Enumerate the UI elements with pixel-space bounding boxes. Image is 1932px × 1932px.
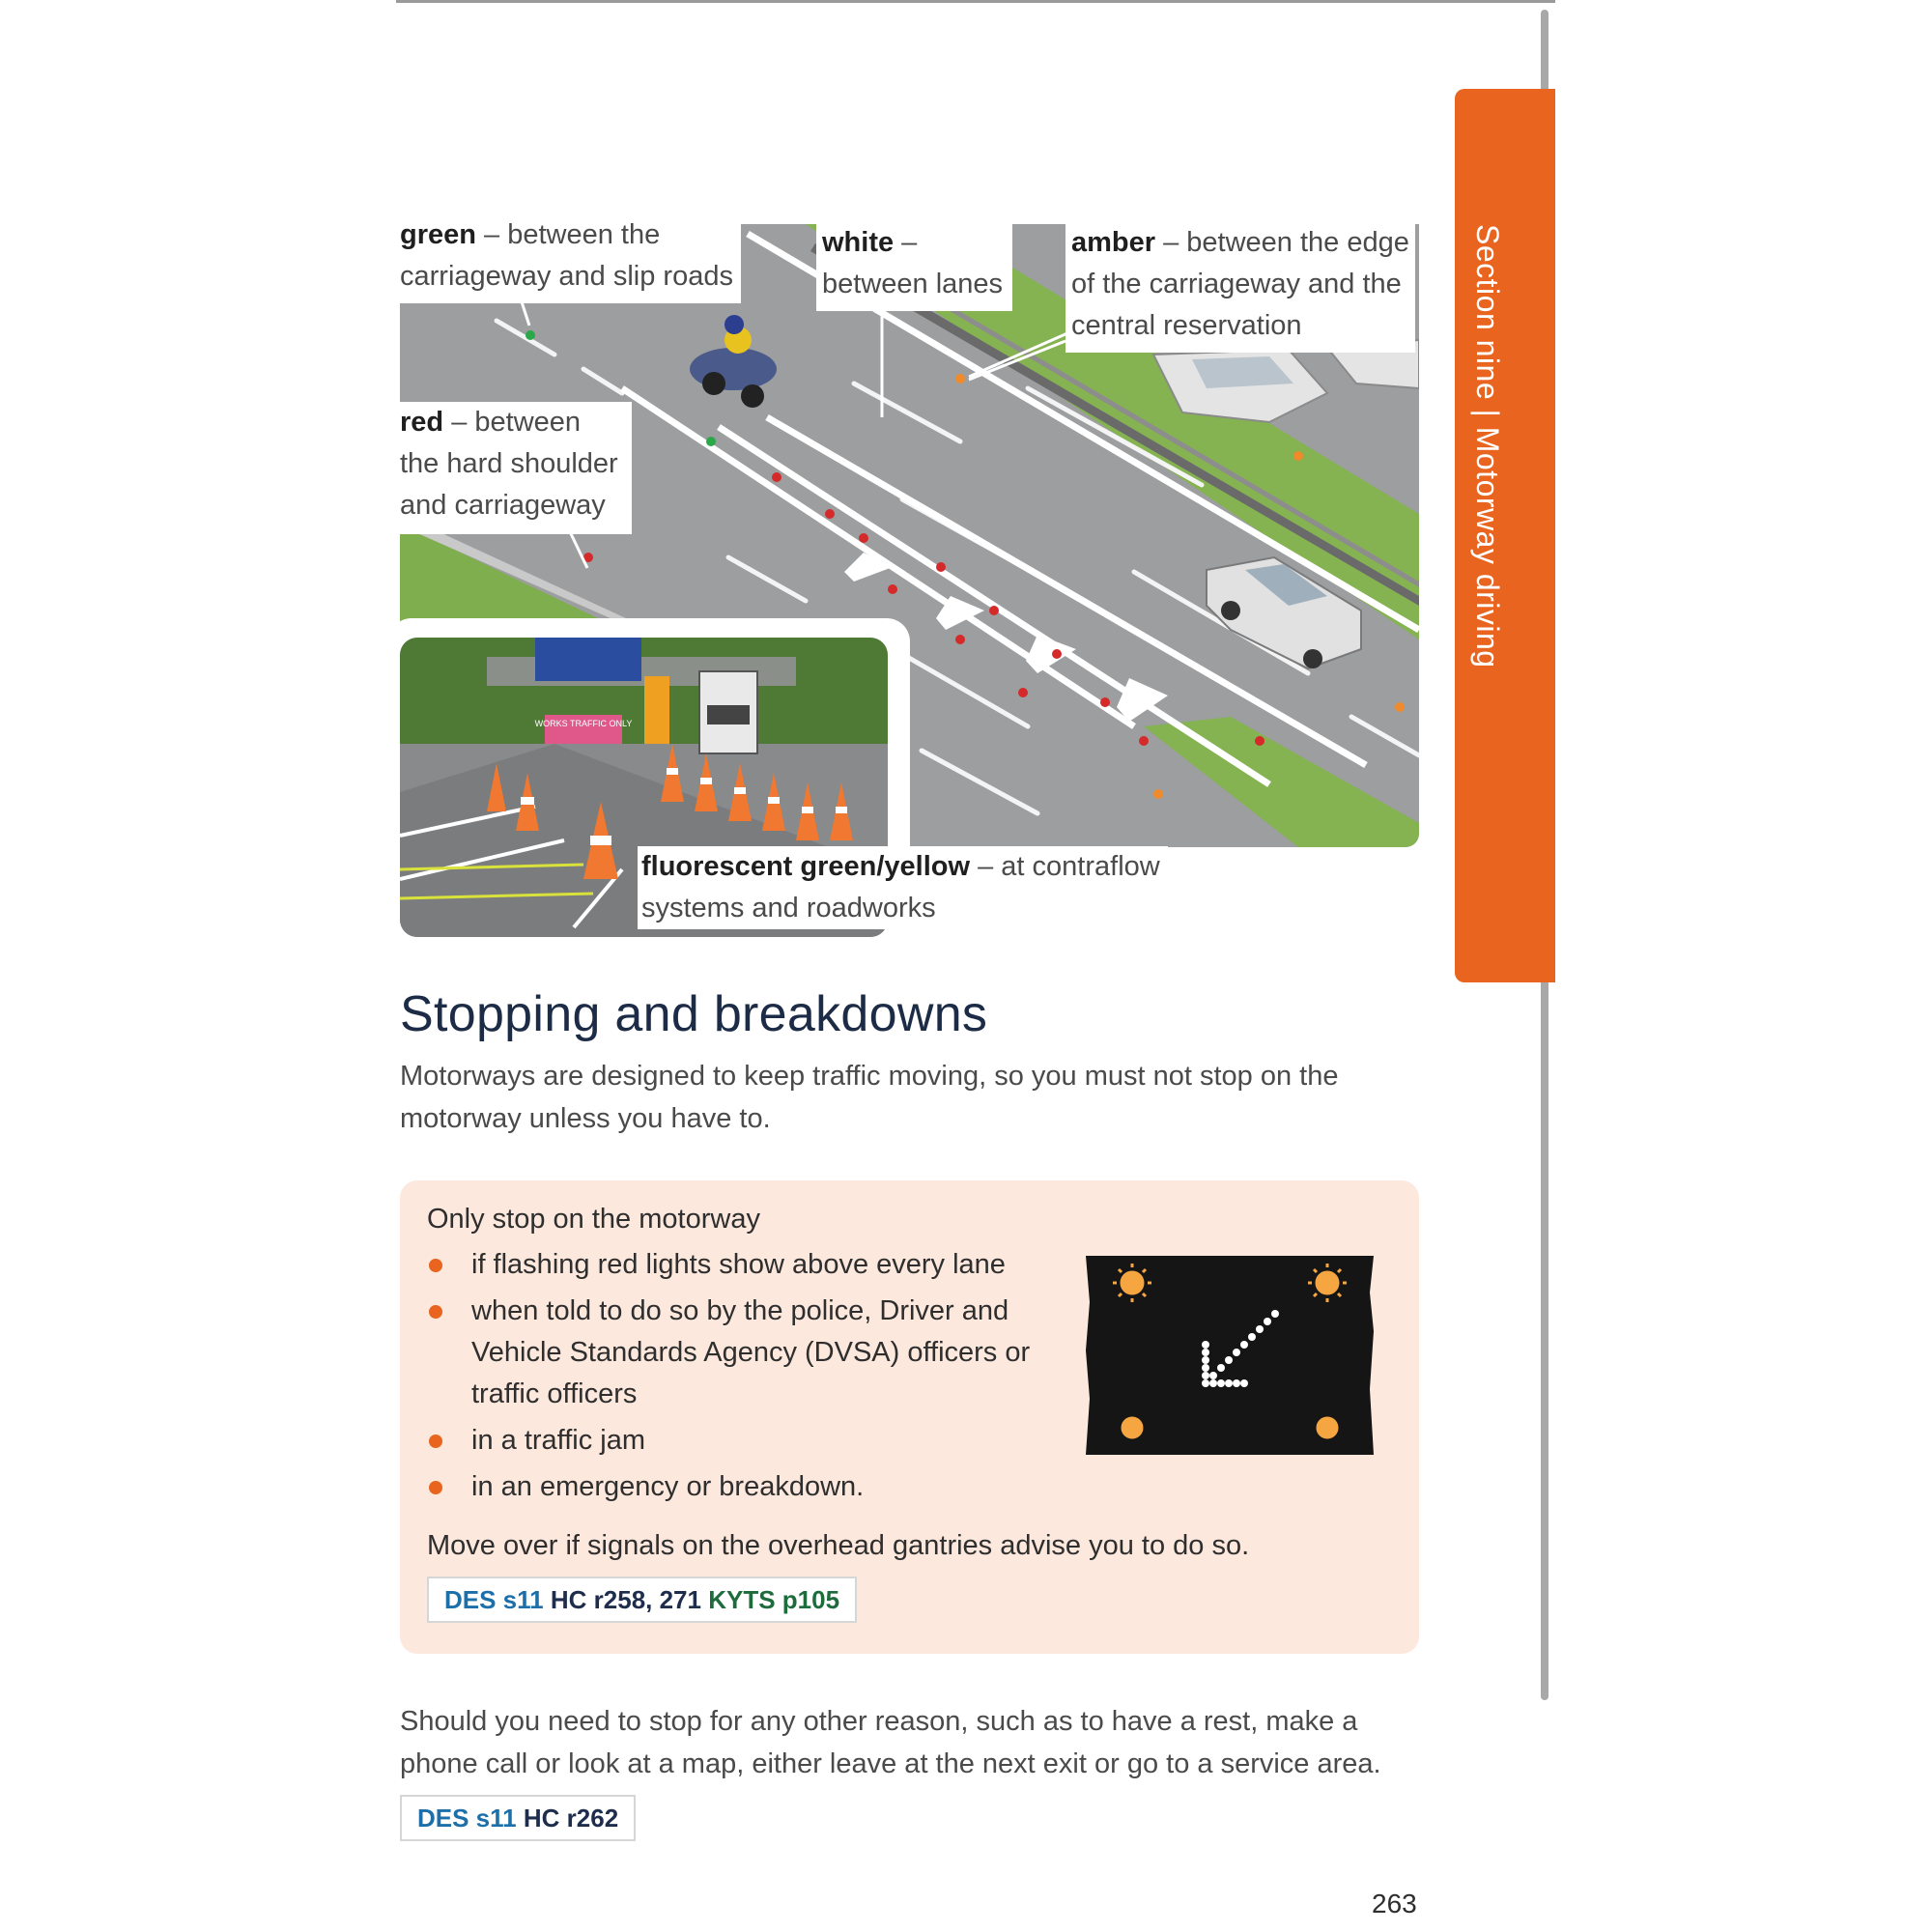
bullet-item: if flashing red lights show above every lane bbox=[427, 1244, 1084, 1286]
bullet-dot-icon bbox=[429, 1435, 442, 1448]
bullet-dot-icon bbox=[429, 1259, 442, 1272]
works-sign-text: WORKS TRAFFIC ONLY bbox=[534, 719, 633, 728]
bullet-item: when told to do so by the police, Driver and Vehicle Standards Agency (DVSA) officers or traffic officers bbox=[427, 1291, 1084, 1415]
label-amber: amber – between the edge of the carriageway and the central reservation bbox=[1065, 222, 1415, 353]
page-number: 263 bbox=[1372, 1889, 1417, 1918]
label-fluorescent: fluorescent green/yellow – at contraflow systems and roadworks bbox=[638, 846, 1168, 929]
bullet-item: in an emergency or breakdown. bbox=[427, 1466, 1084, 1508]
ref-des: DES s11 bbox=[417, 1804, 517, 1833]
label-green: green – between the carriageway and slip roads bbox=[400, 214, 741, 303]
closing-paragraph: Should you need to stop for any other reason, such as to have a rest, make a phone call or look at a map, either leave at the next exit or go to a service area. bbox=[400, 1706, 1381, 1779]
bullet-dot-icon bbox=[429, 1481, 442, 1494]
ref-kyts: KYTS p105 bbox=[708, 1585, 840, 1614]
bullet-item: in a traffic jam bbox=[427, 1420, 1084, 1462]
section-tab-label: Section nine | Motorway driving bbox=[1470, 224, 1505, 668]
ref-hc: HC r258, 271 bbox=[550, 1585, 701, 1614]
label-white: white – between lanes bbox=[816, 222, 1012, 311]
reference-box-callout bbox=[427, 1577, 857, 1623]
gantry-signal-icon bbox=[1084, 1254, 1376, 1457]
label-red: red – between the hard shoulder and carriageway bbox=[400, 402, 632, 534]
section-heading: Stopping and breakdowns bbox=[400, 986, 988, 1042]
bullet-dot-icon bbox=[429, 1305, 442, 1319]
ref-hc: HC r262 bbox=[523, 1804, 619, 1833]
intro-paragraph: Motorways are designed to keep traffic moving, so you must not stop on the motorway unless you have to. bbox=[400, 1061, 1339, 1134]
move-over-text: Move over if signals on the overhead gantries advise you to do so. bbox=[427, 1530, 1250, 1561]
callout-bullet-list bbox=[427, 1244, 1084, 1513]
callout-intro: Only stop on the motorway bbox=[427, 1204, 760, 1235]
ref-des: DES s11 bbox=[444, 1585, 544, 1614]
reference-box-closing bbox=[400, 1795, 636, 1841]
